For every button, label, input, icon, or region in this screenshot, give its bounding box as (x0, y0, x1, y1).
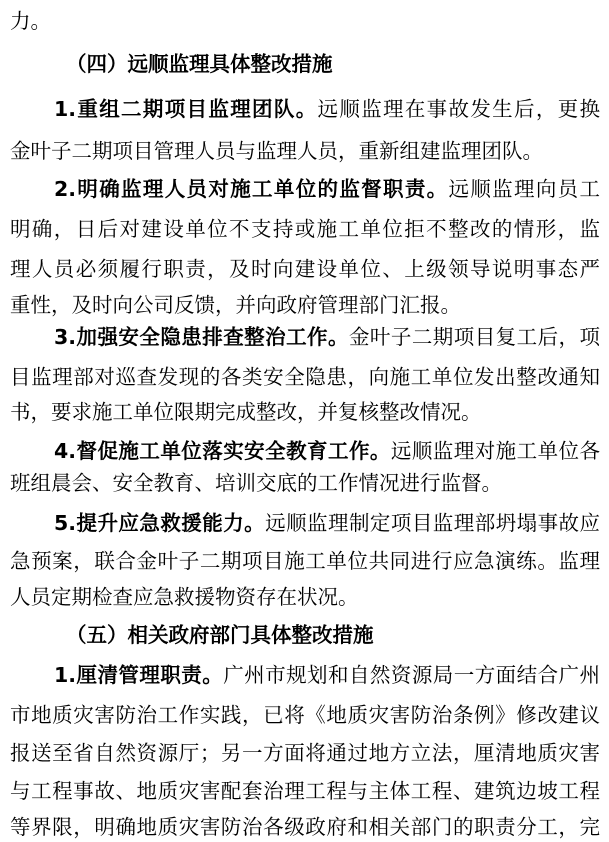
paragraph-3-line-3 (10, 397, 600, 427)
paragraph-3-line-1 (10, 322, 600, 352)
paragraph-text: 急预案，联合金叶子二期项目施工单位共同进行应急演练。监理 (10, 549, 600, 573)
section-heading-text: （五）相关政府部门具体整改措施 (66, 623, 374, 647)
paragraph-text: 远顺监理向员工 (448, 177, 600, 201)
text-line (10, 6, 600, 36)
paragraph-text: 书，要求施工单位限期完成整改，并复核整改情况。 (10, 400, 482, 424)
paragraph-text: 理人员必须履行职责，及时向建设单位、上级领导说明事态严 (10, 257, 600, 281)
item-title: 1.厘清管理职责。 (54, 663, 224, 687)
paragraph-text: 市地质灾害防治工作实践，已将《地质灾害防治条例》修改建议 (10, 703, 600, 727)
paragraph-text: 力。 (10, 9, 51, 33)
item-title: 4.督促施工单位落实安全教育工作。 (54, 439, 391, 463)
paragraph-6-line-3 (10, 738, 600, 768)
paragraph-5-line-2 (10, 546, 600, 576)
paragraph-3-line-2 (10, 362, 600, 392)
paragraph-1-line-1 (10, 94, 600, 124)
section-heading-text: （四）远顺监理具体整改措施 (66, 52, 333, 76)
paragraph-text: 报送至省自然资源厅；另一方面将通过地方立法，厘清地质灾害 (10, 741, 600, 765)
paragraph-text: 重性，及时向公司反馈，并向政府管理部门汇报。 (10, 293, 461, 317)
paragraph-6-line-1 (10, 660, 600, 690)
item-title: 3.加强安全隐患排查整治工作。 (54, 325, 349, 349)
paragraph-2-line-4 (10, 290, 600, 320)
paragraph-2-line-3 (10, 254, 600, 284)
paragraph-text: 等界限，明确地质灾害防治各级政府和相关部门的职责分工，完 (10, 815, 600, 839)
paragraph-text: 人员定期检查应急救援物资存在状况。 (10, 585, 359, 609)
paragraph-text: 目监理部对巡查发现的各类安全隐患，向施工单位发出整改通知 (10, 365, 600, 389)
paragraph-text: 金叶子二期项目管理人员与监理人员，重新组建监理团队。 (10, 139, 543, 163)
paragraph-text: 班组晨会、安全教育、培训交底的工作情况进行监督。 (10, 471, 502, 495)
paragraph-5-line-3 (10, 582, 600, 612)
item-title: 2.明确监理人员对施工单位的监督职责。 (54, 177, 449, 201)
paragraph-text: 远顺监理在事故发生后，更换 (317, 97, 600, 121)
paragraph-text: 明确，日后对建设单位不支持或施工单位拒不整改的情形，监 (10, 217, 600, 241)
paragraph-text: 金叶子二期项目复工后，项 (348, 325, 601, 349)
paragraph-text: 远顺监理对施工单位各 (390, 439, 600, 463)
paragraph-4-line-1 (10, 436, 600, 466)
section-heading-5 (10, 620, 600, 650)
paragraph-4-line-2 (10, 468, 600, 498)
paragraph-text: 远顺监理制定项目监理部坍塌事故应 (265, 511, 601, 535)
paragraph-6-line-4 (10, 776, 600, 806)
paragraph-1-line-2 (10, 136, 600, 166)
paragraph-text: 广州市规划和自然资源局一方面结合广州 (223, 663, 600, 687)
paragraph-6-line-2 (10, 700, 600, 730)
item-title: 5.提升应急救援能力。 (54, 511, 266, 535)
section-heading-4 (10, 49, 600, 79)
item-title: 1.重组二期项目监理团队。 (54, 97, 318, 121)
paragraph-5-line-1 (10, 508, 600, 538)
paragraph-2-line-2 (10, 214, 600, 244)
paragraph-2-line-1 (10, 174, 600, 204)
paragraph-text: 与工程事故、地质灾害配套治理工程与主体工程、建筑边坡工程 (10, 779, 600, 803)
paragraph-6-line-5 (10, 812, 600, 842)
